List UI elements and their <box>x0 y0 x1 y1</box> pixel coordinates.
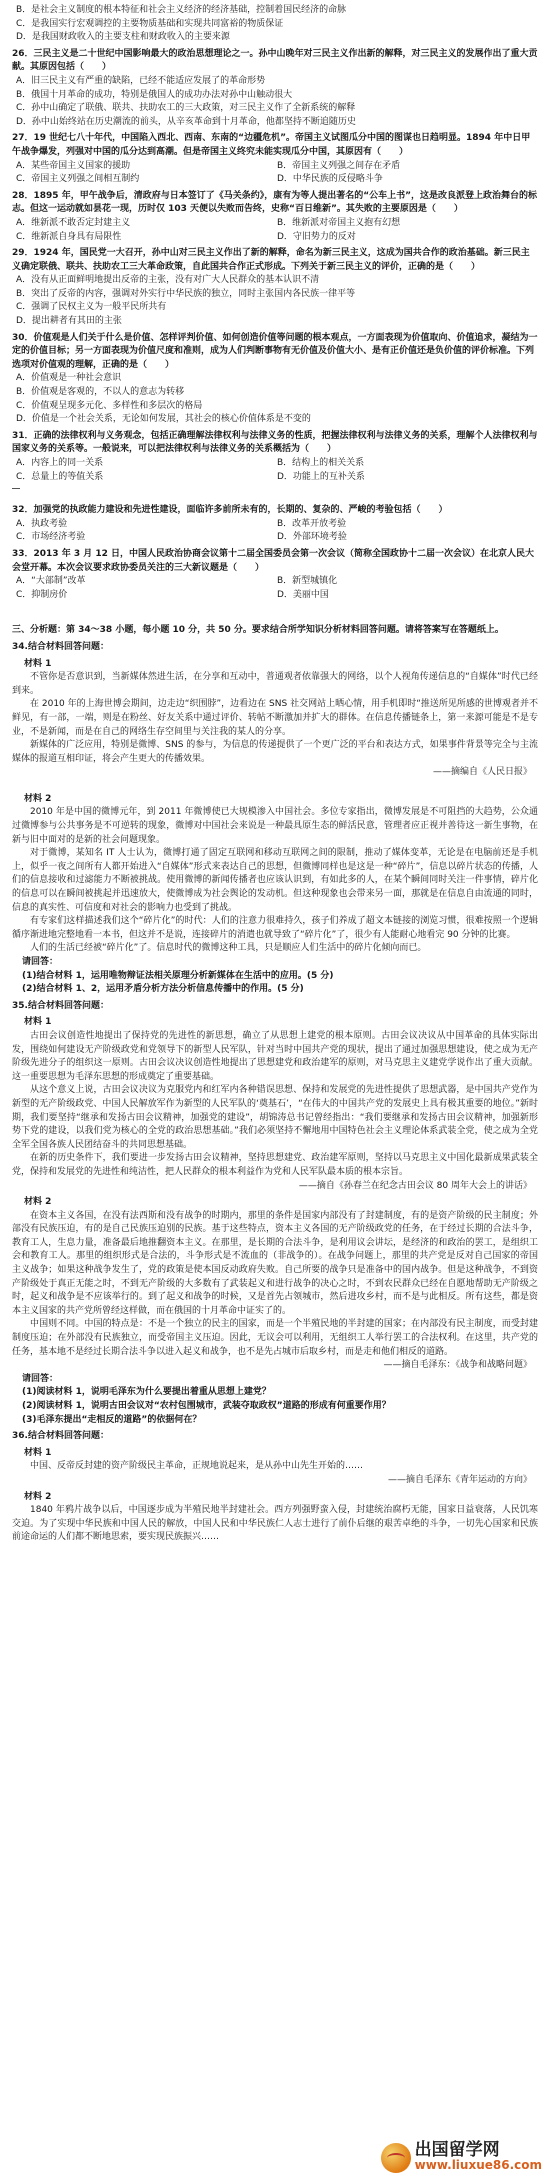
q35-ask-2: (2)阅读材料 1，说明古田会议对“农村包围城市，武装夺取政权”道路的形成有何重要作用？ <box>22 1401 391 1411</box>
question-34 <box>12 641 538 997</box>
q27-option-a: A．某些帝国主义国家的援助 <box>16 160 131 171</box>
q32-option-b: B．改革开放考验 <box>277 518 347 529</box>
q36-title: 36.结合材料回答问题： <box>12 1431 109 1442</box>
q32-stem: 32．加强党的执政能力建设和先进性建设，面临许多前所未有的，长期的、复杂的、严峻的考验包括（ ） <box>12 505 448 516</box>
q31-option-a: A．内容上的同一关系 <box>16 458 104 468</box>
q34-m2-para: 对于微博，某知名 IT 人士认为，微博打通了固定互联网和移动互联网之间的限制，推动了媒体变革，无论是在电脑前还是手机上，似乎一夜之间所有人都开始进入“自媒体”形式来表达自己的思想，但微博同样也是这是一种“碎片”，信息以碎片状态的传播，人们的信息接收和过滤能力不断被挑战。使用微博的新闻传播者也应该认识到，有如此多的人，在某个瞬间同时关注一件事情，碎片化的信息可以在瞬间被挑起并迅速放大，使微博成为社会舆论的发动机。但这种现象也会带来另一面，那就是在信息自由流通的同时，信息的真实性、可信度和对社会的影响力也受到了挑战。 <box>12 848 538 913</box>
q34-m2-para: 人们的生活已经被“碎片化”了。信息时代的微博这种工具，只是顺应人们生活中的碎片化倾向而已。 <box>30 943 427 954</box>
separator-mark <box>12 488 20 489</box>
question-30 <box>12 332 538 427</box>
q34-material-2-label: 材料 2 <box>24 793 52 804</box>
q35-ask-label: 请回答： <box>22 1373 59 1384</box>
q28-option-b: B．维新派对帝国主义抱有幻想 <box>277 217 401 228</box>
q32-option-d: D．外部环境考验 <box>277 532 347 543</box>
q33-option-c: C．抑制房价 <box>16 589 68 600</box>
q26-option-b: B．俄国十月革命的成功，特别是俄国人的成功办法对孙中山触动很大 <box>16 89 293 100</box>
question-36 <box>12 1430 538 1545</box>
q28-option-d: D．守旧势力的反对 <box>277 231 356 242</box>
q35-material-2-label: 材料 2 <box>24 1197 52 1208</box>
q29-option-b: B．突出了反帝的内容，强调对外实行中华民族的独立，同时主张国内各民族一律平等 <box>16 288 356 299</box>
q32-option-c: C．市场经济考验 <box>16 532 86 543</box>
q26-option-a: A．旧三民主义有严重的缺陷，已经不能适应发展了的革命形势 <box>16 75 266 86</box>
q35-m2-para: 在资本主义各国，在没有法西斯和没有战争的时期内，那里的条件是国家内部没有了封建制度，有的是资产阶级的民主制度；外部没有民族压迫，有的是自己民族压迫别的民族。基于这些特点，资本主义各国的无产阶级政党的任务，在于经过长期的合法斗争，教育工人，生息力量，准备最后地推翻资本主义。在那里，是长期的合法斗争，是利用议会讲坛，是经济的和政治的罢工，是组织工会和教育工人。那里的组织形式是合法的，斗争形式是不流血的（非战争的）。在战争问题上，那里的共产党是反对自己国家的帝国主义战争；如果这种战争发生了，党的政策是使本国反动政府失败。自己所要的战争只是准备中的国内战争。但是这种战争，不到资产阶级处于真正无能之时，不到无产阶级的大多数有了武装起义和进行战争的决心之时，不到农民群众已经在自愿地帮助无产阶级之时，起义和战争是不应该举行的。到了起义和战争的时候，又是首先占领城市，然后进攻乡村，而不是与此相反。所有这些，都是资本主义国家的共产党所曾经这样做，而在俄国的十月革命中证实了的。 <box>12 1210 538 1316</box>
section-3-heading: 三、分析题：第 34～38 小题，每小题 10 分，共 50 分。要求结合所学知识分析材料回答问题。请将答案写在答题纸上。 <box>12 625 504 636</box>
q27-option-c: C．帝国主义列强之间相互制约 <box>16 174 140 185</box>
q25-option-b: B．是社会主义制度的根本特征和社会主义经济的经济基础，控制着国民经济的命脉 <box>16 5 347 15</box>
q36-m1-source: ——摘自毛泽东《青年运动的方向》 <box>387 1474 532 1485</box>
watermark-brand: 出国留学网 <box>414 2140 500 2160</box>
q28-option-c: C．维新派自身具有局限性 <box>16 231 122 242</box>
q34-material-1-label: 材料 1 <box>24 658 52 669</box>
question-33 <box>12 548 538 602</box>
q32-option-a: A．执政考验 <box>16 518 68 529</box>
question-27 <box>12 132 538 186</box>
q29-option-a: A．没有从正面鲜明地提出反帝的主张，没有对广大人民群众的基本认识不清 <box>16 275 320 286</box>
q33-option-d: D．美丽中国 <box>277 589 329 600</box>
q34-m1-para: 新媒体的广泛应用，特别是微博、SNS 的参与，为信息的传递提供了一个更广泛的平台和表达方式，如果事件背景等完全与主流媒体的报道互相印证，将会产生更大的传播效果。 <box>12 740 538 764</box>
q31-option-b: B．结构上的相关关系 <box>277 458 365 468</box>
question-28 <box>12 190 538 244</box>
q35-title: 35.结合材料回答问题： <box>12 1000 109 1011</box>
q29-stem: 29．1924 年，国民党一大召开，孙中山对三民主义作出了新的解释，命名为新三民主义，这成为国共合作的政治基础。新三民主义确定联俄、联共、扶助农工三大革命政策，自此国共合作正式形成。下列关于新三民主义的评价，正确的是（ ） <box>12 248 530 272</box>
question-26 <box>12 48 538 130</box>
q35-m2-source: ——摘自毛泽东：《战争和战略问题》 <box>383 1360 532 1371</box>
q35-m1-para: 在新的历史条件下，我们要进一步发扬古田会议精神，坚持思想建党、政治建军原则，坚持以马克思主义中国化最新成果武装全党，保持和发展党的先进性和纯洁性，把人民群众的根本利益作为党和人民军队最本质的根本宗旨。 <box>12 1153 538 1177</box>
q30-option-d: D．价值是一个社会关系，无论如何发展，其社会的核心价值体系是不变的 <box>16 414 311 425</box>
q35-m1-para: 古田会议创造性地提出了保持党的先进性的新思想，确立了从思想上建党的根本原则。古田会议决议从中国革命的具体实际出发，围绕如何建设无产阶级政党和党领导下的新型人民军队，针对当时中国共产党的现状，提出了通过加强思想建设，使之成为无产阶级先进分子的组织这一原则。古田会议决议创造性地提出了思想建党和政治建军的原则，对马克思主义建党学说作出了重大贡献。这一重要思想为毛泽东思想的形成奠定了重要基础。 <box>12 1030 538 1082</box>
q33-option-b: B．新型城镇化 <box>277 576 338 587</box>
q35-m1-para: 从这个意义上说，古田会议决议为克服党内和红军内各种错误思想、保持和发展党的先进性提供了思想武器，是中国共产党作为新型的无产阶级政党、中国人民解放军作为新型的人民军队的‘奠基石’，“在伟大的中国共产党的发展史上具有极其重要的地位。”新时期，我们要坚持“继承和发扬古田会议精神，加强党的建设”，胡锦涛总书记曾经指出：“我们要继承和发扬古田会议精神，加强新形势下党的建设，以我们党为核心的全党的政治思想基础。”我们必须坚持不懈地用中国特色社会主义理论体系武装全党，使之成为全党全军全国各族人民团结奋斗的共同思想基础。 <box>12 1085 538 1150</box>
q34-m2-para: 2010 年是中国的微博元年，到 2011 年微博使已大规模渗入中国社会。多位专家指出，微博发展是不可阻挡的大趋势，公众通过微博参与公共事务是不可逆转的现象，微博对中国社会来说是一种最具原生态的鲜活民意，管理者应正视并善待这一新生事物，在新与旧中面对的是新的社会问题现象。 <box>12 807 538 845</box>
q33-option-a: A．“大部制”改革 <box>16 576 86 587</box>
q26-stem: 26．三民主义是二十世纪中国影响最大的政治思想理论之一。孙中山晚年对三民主义作出新的解释，对三民主义的发展作出了重大贡献。其原因包括（ ） <box>12 48 538 73</box>
q35-material-1-label: 材料 1 <box>24 1017 52 1028</box>
q29-option-d: D．提出耕者有其田的主张 <box>16 316 122 327</box>
q35-m2-para: 中国则不同。中国的特点是：不是一个独立的民主的国家，而是一个半殖民地的半封建的国家；在内部没有民主制度，而受封建制度压迫；在外部没有民族独立，而受帝国主义压迫。因此，无议会可以利用，无组织工人举行罢工的合法权利。在这里，共产党的任务，基本地不是经过长期合法斗争以进入起义和战争，也不是先占城市后取乡村，而是走和他们相反的道路。 <box>12 1319 538 1357</box>
q35-m1-source: ——摘自《孙春兰在纪念古田会议 80 周年大会上的讲话》 <box>298 1180 532 1191</box>
q26-option-c: C．孙中山确定了联俄、联共、扶助农工的三大政策，对三民主义作了全新系统的解释 <box>16 103 356 114</box>
question-35 <box>12 1000 538 1427</box>
q25-option-c: C．是我国实行宏观调控的主要物质基础和实现共同富裕的物质保证 <box>16 18 284 29</box>
q27-stem: 27．19 世纪七八十年代，中国陷入西北、西南、东南的“边疆危机”。帝国主义试图瓜分中国的图谋也日趋明显。1894 年中日甲午战争爆发，列强对中国的瓜分达到高潮。但是帝国主义终究未能实现瓜分中国，其原因有（ ） <box>12 133 531 157</box>
q29-option-c: C．强调了民权主义为一般平民所共有 <box>16 302 167 313</box>
q31-option-d: D．功能上的互补关系 <box>277 471 365 482</box>
q34-m1-para: 在 2010 年的上海世博会期间，边走边“织围脖”，边看边在 SNS 社交网站上晒心情，用手机即时“推送所见所感的世博观者并不鲜见，有一部，一端，则是在粉丝、好友关系中通过评价、转帖不断激加并扩大的群体。在信息传播链条上，第一来源可能是不是专业，不是新闻，而是在自己的网络生存空间里与关注我的某人的分享。 <box>12 699 538 737</box>
q25-options <box>12 4 538 45</box>
q34-ask-1: (1)结合材料 1，运用唯物辩证法相关原理分析新媒体在生活中的应用。(5 分) <box>22 970 334 981</box>
q36-material-1-label: 材料 1 <box>24 1447 52 1458</box>
q35-ask-1: (1)阅读材料 1，说明毛泽东为什么要提出着重从思想上建党？ <box>22 1387 271 1398</box>
q35-ask-3: (3)毛泽东提出“走相反的道路”的依据何在？ <box>22 1414 202 1425</box>
q30-option-a: A．价值观是一种社会意识 <box>16 373 122 384</box>
q30-stem: 30．价值观是人们关于什么是价值、怎样评判价值、如何创造价值等问题的根本观点，一方面表现为价值取向、价值追求，凝结为一定的价值目标；另一方面表现为价值尺度和准则，成为人们判断事物有无价值及价值大小、是有正价值还是负价值的评价标准。下列选项对价值观的理解，正确的是（ ） <box>12 332 538 370</box>
q25-option-d: D．是我国财政收入的主要支柱和财政收入的主要来源 <box>16 32 230 43</box>
q26-option-d: D．孙中山始终站在历史潮流的前头，从辛亥革命到十月革命，他都坚持不断追随历史 <box>16 116 356 127</box>
q36-m2-para: 1840 年鸦片战争以后，中国逐步成为半殖民地半封建社会。西方列强野蛮入侵，封建统治腐朽无能，国家日益衰落，人民饥寒交迫。为了实现中华民族和中国人民的解放，中国人民和中华民族仁人志士进行了前仆后继的艰苦卓绝的斗争，一切先心国家和民族前途命运的人们都不断地思索，要实现民族振兴…… <box>12 1505 538 1543</box>
q33-stem: 33．2013 年 3 月 12 日，中国人民政治协商会议第十二届全国委员会第一次会议（简称全国政协十二届一次会议）在北京人民大会堂开幕。本次会议要求政协委员关注的三大新议题是（ ） <box>12 548 535 573</box>
q34-ask-2: (2)结合材料 1、2，运用矛盾分析方法分析信息传播中的作用。(5 分) <box>22 984 304 995</box>
site-watermark <box>381 2140 542 2173</box>
q31-option-c: C．总量上的等值关系 <box>16 471 104 482</box>
q34-ask-label: 请回答： <box>22 957 59 967</box>
q28-stem: 28．1895 年，甲午战争后，清政府与日本签订了《马关条约》，康有为等人提出著名的“公车上书”，这是改良派登上政治舞台的标志。但这一运动就如昙花一现，历时仅 103 天便以失败而告终，史称“百日维新”。其失败的主要原因是（ ） <box>12 190 538 215</box>
q36-m1-para: 中国、反帝反封建的资产阶级民主革命，正规地说起来，是从孙中山先生开始的…… <box>30 1461 364 1472</box>
q34-m2-para: 有专家们这样描述我们这个“碎片化”的时代：人们的注意力很难持久，孩子们养成了超文本链接的浏览习惯，很难按照一个逻辑循序渐进地完整地看一本书，但这并不是说，连接碎片的消遣也就导致了“碎片化”了，很少有人能耐心地看完 90 分钟的比赛。 <box>12 916 538 940</box>
question-31 <box>12 430 538 484</box>
q27-option-d: D．中华民族的反侵略斗争 <box>277 174 383 185</box>
globe-logo-icon <box>381 2143 411 2173</box>
question-29 <box>12 247 538 329</box>
question-32 <box>12 504 538 545</box>
q36-material-2-label: 材料 2 <box>24 1491 52 1502</box>
q34-title: 34.结合材料回答问题： <box>12 641 109 652</box>
q34-m1-source: ——摘编自《人民日报》 <box>432 767 532 778</box>
watermark-url: www.liuxue86.com <box>414 2158 542 2172</box>
q27-option-b: B．帝国主义列强之间存在矛盾 <box>277 160 401 171</box>
q30-option-b: B．价值观是客观的，不以人的意志为转移 <box>16 387 185 398</box>
q34-m1-para: 不管你是否意识到，当新媒体然进生活，在分享和互动中，普通观者依靠强大的网络，以个人视角传递信息的“自媒体”时代已经到来。 <box>12 672 538 696</box>
q28-option-a: A．维新派不敢否定封建主义 <box>16 217 131 228</box>
q30-option-c: C．价值观呈现多元化、多样性和多层次的格局 <box>16 400 203 411</box>
q31-stem: 31．正确的法律权利与义务观念，包括正确理解法律权利与法律义务的性质，把握法律权利与法律义务的关系，理解个人法律权利与国家义务的关系等。一般说来，可以把法律权利与法律义务的关系概括为（ ） <box>12 430 538 455</box>
